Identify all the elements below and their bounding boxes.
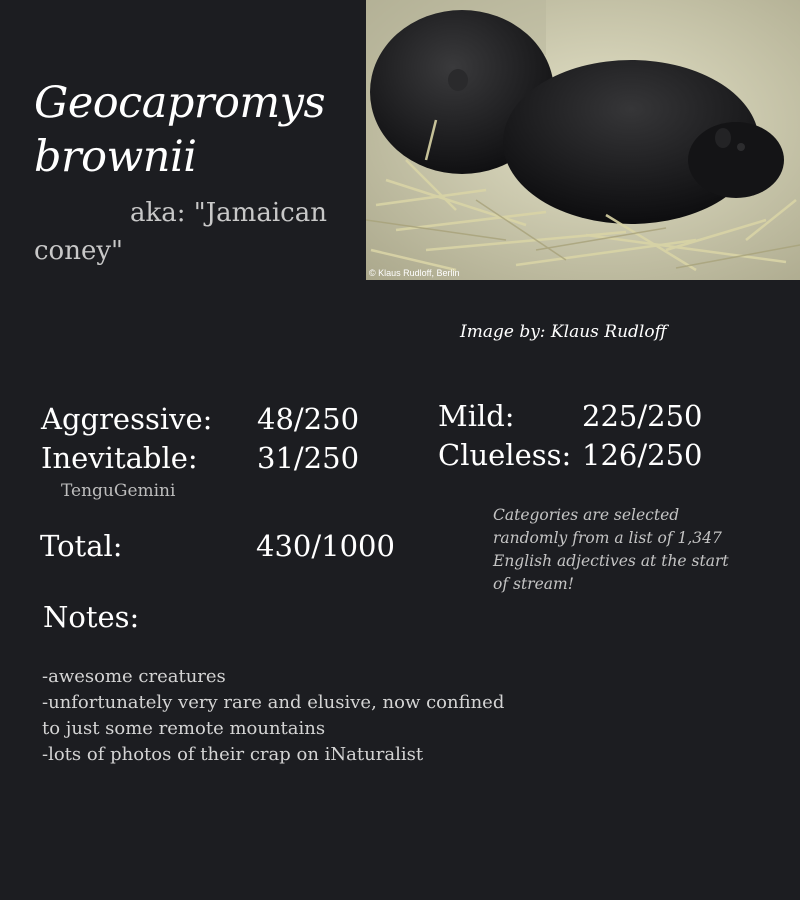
categories-note: Categories are selected randomly from a list of 1,347 English adjectives at the start of stream!	[493, 506, 729, 593]
stat-value-inevitable: 31/250	[257, 441, 360, 475]
image-credit: Image by: Klaus Rudloff	[460, 322, 667, 342]
total-label: Total:	[40, 529, 123, 563]
photo-watermark: © Klaus Rudloff, Berlin	[369, 268, 460, 278]
list-item: -awesome creatures	[42, 666, 226, 687]
stat-label-aggressive: Aggressive:	[41, 402, 213, 436]
total-value: 430/1000	[256, 529, 395, 563]
list-item: -unfortunately very rare and elusive, now confined to just some remote mountains	[42, 692, 505, 739]
common-name: aka: "Jamaican coney"	[34, 198, 327, 266]
stat-value-aggressive: 48/250	[257, 402, 360, 436]
stat-value-mild: 225/250	[582, 399, 703, 433]
stat-label-inevitable: Inevitable:	[41, 441, 198, 475]
species-photo	[366, 0, 800, 280]
username: TenguGemini	[61, 481, 176, 501]
list-item: -lots of photos of their crap on iNaturalist	[42, 744, 424, 765]
species-name: Geocapromys brownii	[34, 78, 326, 182]
notes-title: Notes:	[43, 600, 140, 634]
stat-value-clueless: 126/250	[582, 438, 703, 472]
stat-label-clueless: Clueless:	[438, 438, 572, 472]
stat-label-mild: Mild:	[438, 399, 515, 433]
notes-list	[42, 664, 512, 768]
